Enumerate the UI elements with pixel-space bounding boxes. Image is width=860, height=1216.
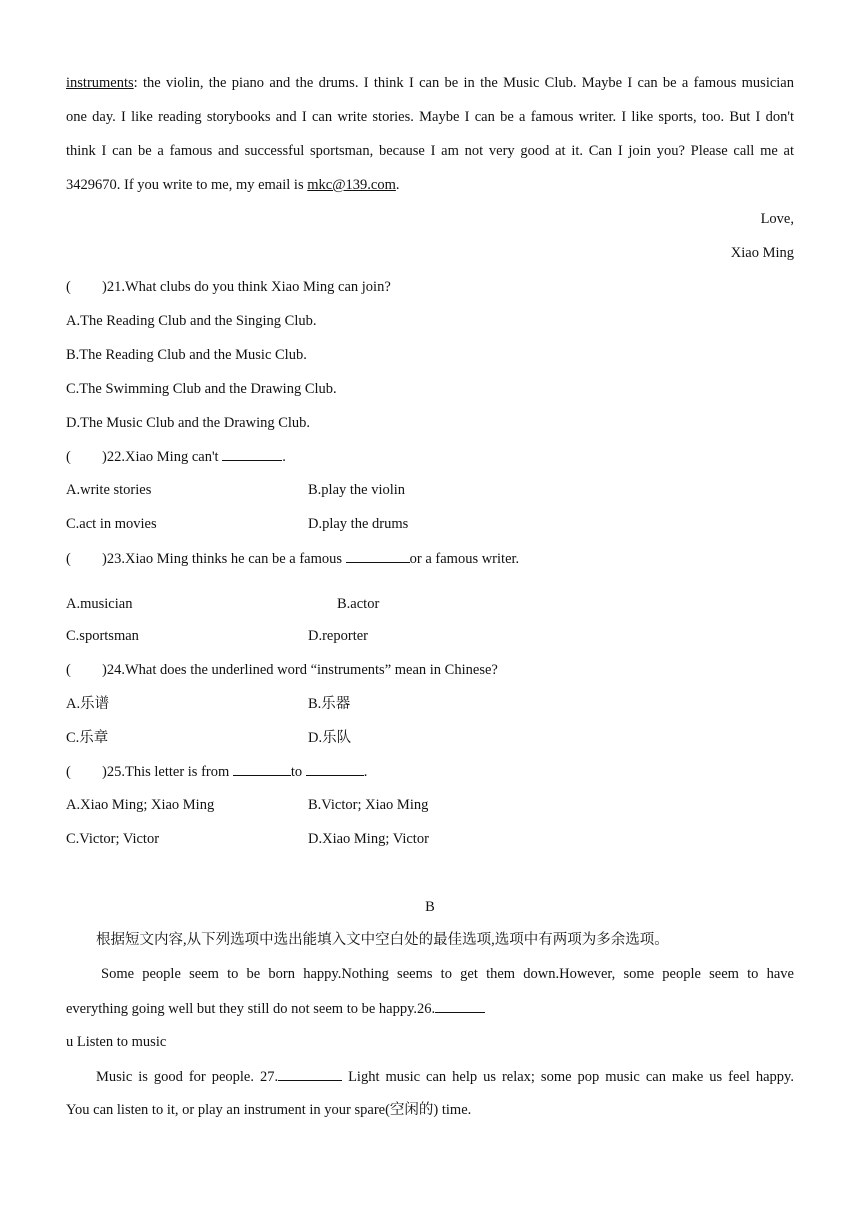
letter-line-1 [66, 74, 794, 92]
q23-option-a: A.musician [66, 596, 133, 612]
answer-blank [233, 762, 291, 776]
letter-signature: Xiao Ming [730, 245, 794, 261]
question-24-text: 24.What does the underlined word “instruments” mean in Chinese? [106, 662, 498, 678]
paragraph-2-line-1: Music is good for people. 27. Light music can help us relax; some pop music can make us feel happy. [96, 1069, 794, 1085]
q21-option-b: B.The Reading Club and the Music Club. [66, 347, 307, 363]
q22-option-d: D.play the drums [308, 516, 409, 532]
q25-option-a: A.Xiao Ming; Xiao Ming [66, 797, 215, 813]
q21-option-d: D.The Music Club and the Drawing Club. [66, 415, 311, 431]
q21-option-c: C.The Swimming Club and the Drawing Club. [66, 381, 337, 397]
q23-option-d: D.reporter [308, 628, 368, 644]
answer-paren[interactable]: ( [66, 279, 71, 295]
answer-paren-close: ) [102, 662, 107, 678]
letter-line-4 [66, 176, 794, 194]
q24-option-c: C.乐章 [66, 730, 109, 746]
underlined-word-instruments: instruments [66, 75, 134, 91]
q23-option-c: C.sportsman [66, 628, 139, 644]
answer-paren-close: ) [102, 764, 107, 780]
letter-line-3: think I can be a famous and successful sportsman, because I am not very good at it. Can I join you? Please call me at [66, 143, 794, 159]
answer-blank [222, 447, 282, 461]
letter-closing: Love, [760, 211, 794, 227]
answer-paren-close: ) [102, 449, 107, 465]
q22-option-c: C.act in movies [66, 516, 157, 532]
q23-option-b: B.actor [337, 596, 380, 612]
q25-option-c: C.Victor; Victor [66, 831, 160, 847]
answer-blank [306, 762, 364, 776]
answer-paren[interactable]: ( [66, 662, 71, 678]
letter-line-4-after: . [395, 177, 400, 193]
answer-paren-close: ) [102, 551, 107, 567]
letter-line-1-rest: : the violin, the piano and the drums. I think I can be in the Music Club. Maybe I can be a famous musician [133, 75, 794, 91]
section-heading: B [425, 899, 435, 915]
question-24 [66, 661, 794, 679]
question-21-text: 21.What clubs do you think Xiao Ming can join? [106, 279, 391, 295]
answer-paren[interactable]: ( [66, 449, 71, 465]
question-22: ( )22.Xiao Ming can't . [66, 449, 286, 465]
answer-paren[interactable]: ( [66, 764, 71, 780]
q24-option-b: B.乐器 [308, 696, 351, 712]
letter-line-2: one day. I like reading storybooks and I can write stories. Maybe I can be a famous writer. I like sports, too. But I don't [66, 109, 794, 125]
question-21 [66, 278, 794, 296]
q24-option-a: A.乐谱 [66, 696, 110, 712]
q25-option-d: D.Xiao Ming; Victor [308, 831, 429, 847]
paragraph-1-line-1: Some people seem to be born happy.Nothing seems to get them down.However, some people seem to have [101, 966, 794, 982]
q25-option-b: B.Victor; Xiao Ming [308, 797, 429, 813]
paragraph-1-line-2: everything going well but they still do not seem to be happy.26. [66, 999, 794, 1018]
answer-blank-26 [435, 999, 485, 1013]
answer-paren[interactable]: ( [66, 551, 71, 567]
q21-option-a: A.The Reading Club and the Singing Club. [66, 313, 317, 329]
question-25: ( )25.This letter is from to . [66, 764, 368, 780]
q22-option-b: B.play the violin [308, 482, 406, 498]
subheading-listen-to-music: u Listen to music [66, 1034, 167, 1050]
letter-line-4-before: 3429670. If you write to me, my email is [66, 177, 308, 193]
question-22-text: 22.Xiao Ming can't [106, 449, 223, 465]
question-25-text: 25.This letter is from [106, 764, 233, 780]
question-23: ( )23.Xiao Ming thinks he can be a famous or a famous writer. [66, 551, 520, 567]
answer-blank [346, 549, 410, 563]
q22-option-a: A.write stories [66, 482, 152, 498]
question-23-text: 23.Xiao Ming thinks he can be a famous [106, 551, 346, 567]
q24-option-d: D.乐队 [308, 730, 352, 746]
answer-paren-close: ) [102, 279, 107, 295]
answer-blank-27 [278, 1067, 342, 1081]
paragraph-2-line-2: You can listen to it, or play an instrument in your spare(空闲的) time. [66, 1102, 472, 1118]
section-instruction: 根据短文内容,从下列选项中选出能填入文中空白处的最佳选项,选项中有两项为多余选项。 [96, 932, 669, 948]
email-link[interactable]: mkc@139.com [307, 177, 396, 193]
